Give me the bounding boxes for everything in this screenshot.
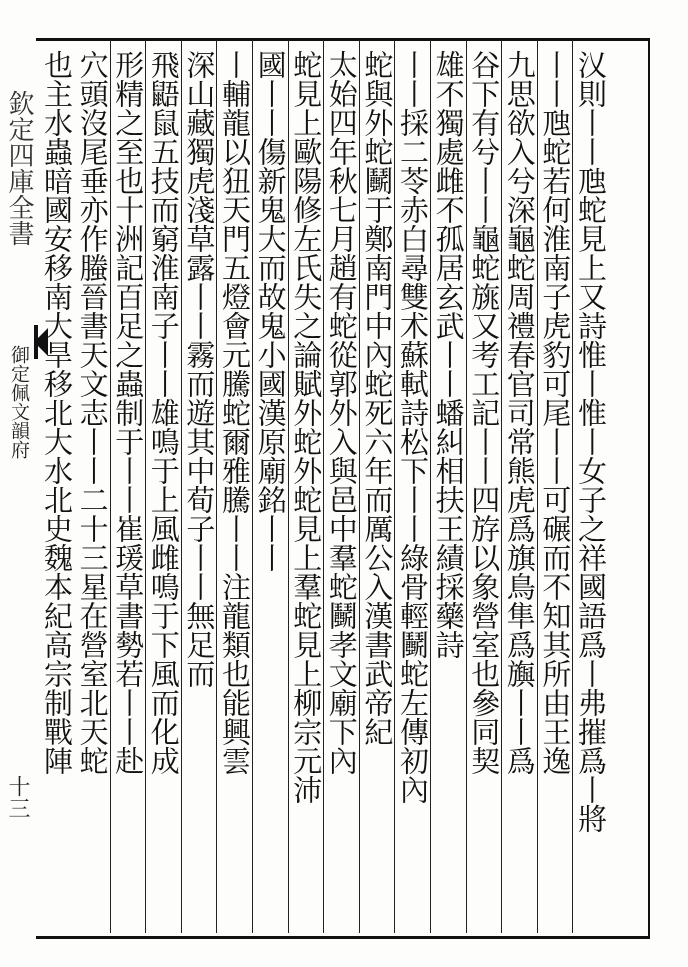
text-column: 國丨丨傷新鬼大而故鬼小國漢原廟銘丨丨	[253, 50, 288, 572]
page-number: 十三	[5, 775, 30, 819]
text-column: 丨輔龍以狃天門五燈會元騰蛇爾雅騰丨丨注龍類也能興雲	[217, 50, 252, 775]
text-column: 太始四年秋七月趙有蛇從郭外入與邑中羣蛇鬭孝文廟下內	[324, 50, 359, 775]
text-column: 雄不獨處雌不孤居玄武丨丨蟠糾相扶王績採藥詩	[431, 50, 466, 659]
text-column: 也主水蟲暗國安移南大旱移北大水北史魏本紀高宗制戰陣	[39, 50, 74, 775]
text-column: 蛇見上歐陽修左氏失之論賦外蛇外蛇見上羣蛇見上柳宗元沛	[289, 50, 324, 804]
text-column: 丨丨虺蛇若何淮南子虎豹可尾丨丨可碾而不知其所由王逸	[538, 50, 573, 775]
text-column: 飛鼯鼠五技而窮淮南子丨丨雄鳴于上風雌鳴于下風而化成	[146, 50, 181, 775]
text-column: 形精之至也十洲記百足之蟲制于丨丨崔瑗草書勢若丨丨赴	[111, 50, 146, 775]
margin-strip	[0, 40, 36, 933]
section-title: 御定佩文韻府	[8, 345, 30, 459]
text-column: 丨丨採二苓赤白尋雙术蘇軾詩松下丨丨綠骨輕鬭蛇左傳初內	[395, 50, 430, 804]
book-title: 欽定四庫全書	[4, 90, 34, 246]
text-column: 蛇與外蛇鬭于鄭南門中內蛇死六年而厲公入漢書武帝紀	[360, 50, 395, 746]
text-column: 深山藏獨虎淺草露丨丨霧而遊其中荀子丨丨無足而	[182, 50, 217, 688]
text-column: 㲼則丨丨虺蛇見上又詩惟丨惟丨女子之祥國語爲丨弗摧爲丨將	[573, 50, 608, 833]
text-column: 九思欲入兮深龜蛇周禮春官司常熊虎爲旗鳥隼爲旟丨丨爲	[502, 50, 537, 775]
text-column: 穴頭沒尾垂亦作螣晉書天文志丨丨二十三星在營室北天蛇	[75, 50, 110, 775]
text-column: 谷下有兮丨丨龜蛇旐又考工記丨丨四斿以象營室也參同契	[467, 50, 502, 775]
